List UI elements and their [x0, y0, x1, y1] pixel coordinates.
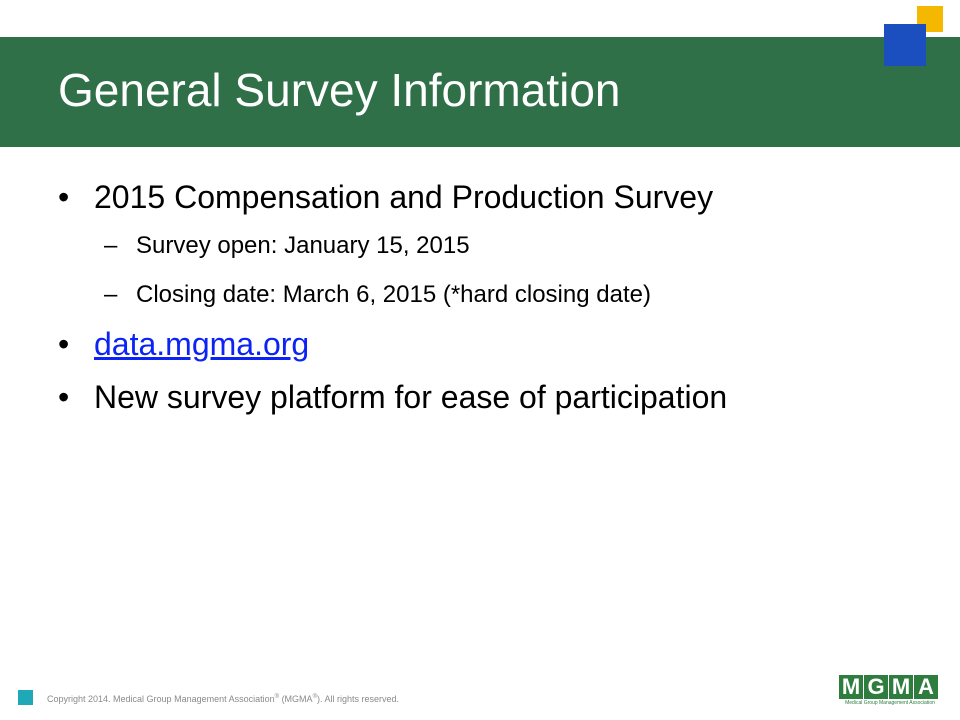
sub-bullet-text: Closing date: March 6, 2015 (*hard closing date) — [136, 281, 651, 308]
copyright-middle: (MGMA — [279, 694, 313, 704]
sub-bullet-text: Survey open: January 15, 2015 — [136, 232, 470, 259]
logo-letter: M — [839, 675, 863, 699]
copyright-suffix: ). All rights reserved. — [316, 694, 400, 704]
sub-bullet-marker: – — [104, 232, 118, 259]
decorative-blue-square — [884, 24, 926, 66]
bullet-compensation-survey — [58, 177, 714, 217]
bullet-marker: • — [58, 379, 70, 415]
bullet-new-platform — [58, 377, 728, 417]
copyright-prefix: Copyright 2014. Medical Group Management Association — [47, 694, 275, 704]
bullet-text: New survey platform for ease of participation — [94, 379, 728, 415]
logo-letter: M — [889, 675, 913, 699]
footer-square — [18, 690, 33, 705]
sub-bullet-closing-date — [104, 280, 651, 310]
logo-tagline: Medical Group Management Association — [845, 700, 935, 706]
logo-letter: A — [914, 675, 938, 699]
bullet-marker: • — [58, 179, 70, 215]
sub-bullet-marker: – — [104, 281, 118, 308]
logo-letters — [839, 675, 939, 699]
bullet-marker: • — [58, 326, 70, 362]
footer-copyright — [47, 691, 399, 705]
mgma-logo — [839, 675, 941, 707]
logo-letter: G — [864, 675, 888, 699]
sub-bullet-survey-open — [104, 231, 470, 261]
bullet-text: 2015 Compensation and Production Survey — [94, 179, 714, 215]
registered-mark: ® — [274, 694, 280, 700]
bullet-survey-link — [58, 324, 310, 364]
survey-link[interactable]: data.mgma.org — [94, 326, 310, 362]
registered-mark: ® — [312, 694, 317, 700]
slide-title: General Survey Information — [58, 64, 621, 116]
